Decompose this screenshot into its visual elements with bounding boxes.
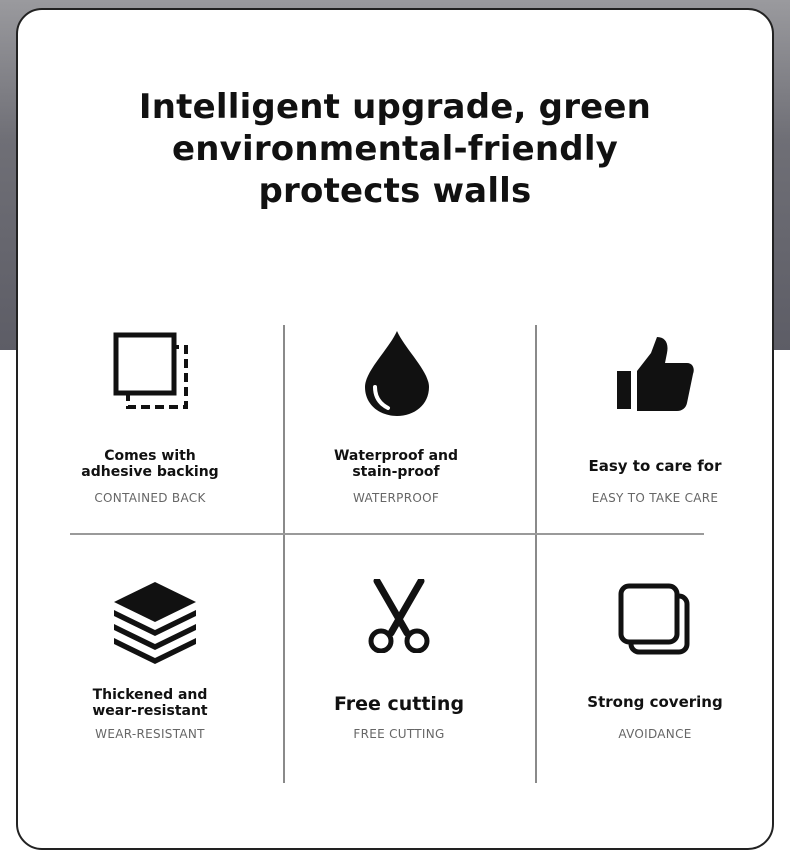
feature-subtitle: FREE CUTTING	[353, 727, 445, 741]
feature-title-line-1: Easy to care for	[588, 457, 722, 475]
feature-adhesive-backing	[30, 325, 270, 525]
feature-strong-covering	[535, 545, 775, 775]
scissors-icon	[367, 579, 431, 653]
adhesive-layers-icon	[112, 331, 192, 413]
feature-title-line-1: Waterproof and	[333, 448, 459, 464]
feature-subtitle: CONTAINED BACK	[94, 491, 206, 505]
feature-title-line-2: wear-resistant	[92, 703, 208, 719]
feature-waterproof	[276, 325, 516, 525]
feature-title-line-1: Free cutting	[333, 693, 465, 715]
feature-free-cutting	[279, 545, 519, 775]
water-drop-icon	[362, 329, 432, 417]
headline-line-1: Intelligent upgrade, green	[138, 87, 652, 127]
headline-line-3: protects walls	[258, 171, 532, 211]
feature-thickened	[30, 545, 270, 775]
feature-subtitle: EASY TO TAKE CARE	[591, 491, 719, 505]
feature-subtitle: WATERPROOF	[352, 491, 440, 505]
headline	[0, 86, 790, 212]
feature-title-line-1: Thickened and	[92, 687, 208, 703]
feature-title-line-2: stain-proof	[352, 464, 440, 480]
grid-divider-horizontal	[70, 533, 704, 535]
overlapping-squares-icon	[617, 582, 693, 656]
headline-line-2: environmental-friendly	[171, 129, 619, 169]
feature-title-line-1: Strong covering	[587, 693, 723, 711]
feature-easy-care	[535, 325, 775, 525]
stacked-layers-icon	[112, 580, 198, 664]
feature-subtitle: WEAR-RESISTANT	[95, 727, 205, 741]
thumbs-up-icon	[615, 333, 695, 413]
feature-title-line-1: Comes with	[104, 448, 196, 464]
feature-subtitle: AVOIDANCE	[618, 727, 692, 741]
feature-title-line-2: adhesive backing	[81, 464, 219, 480]
